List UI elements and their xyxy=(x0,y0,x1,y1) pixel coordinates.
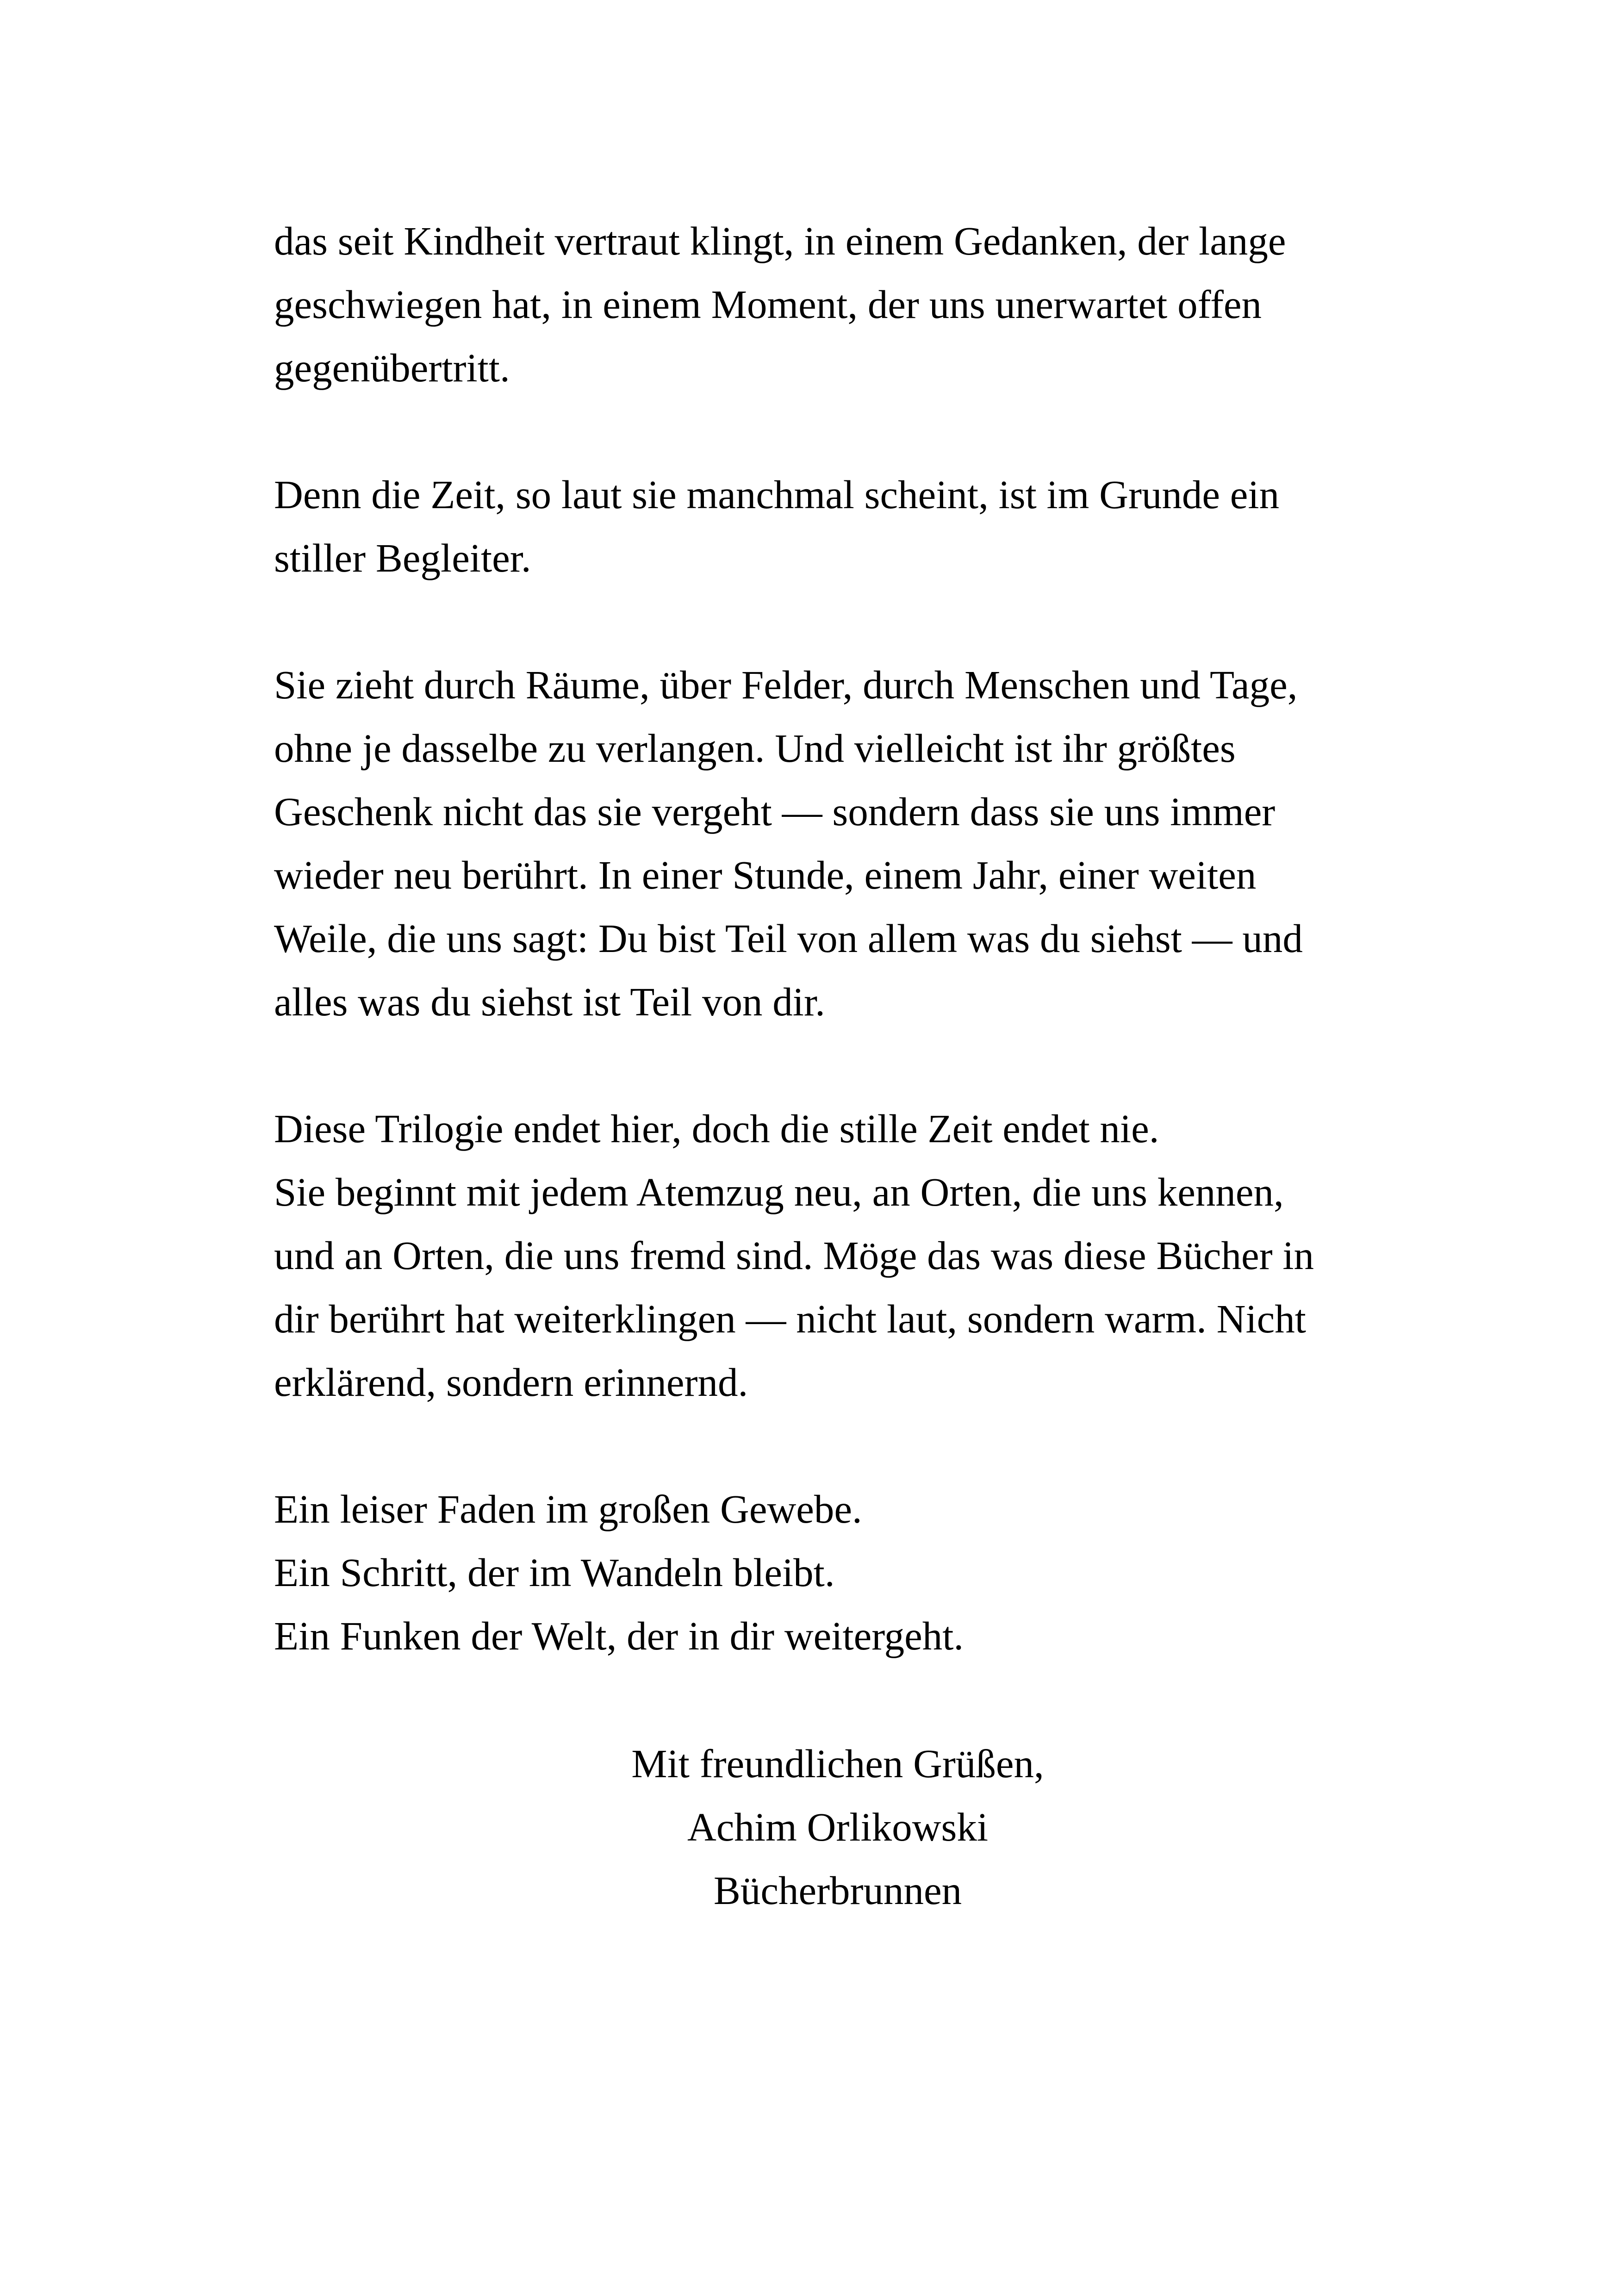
text-line: erklärend, sondern erinnernd. xyxy=(274,1360,748,1405)
body-text xyxy=(274,209,1431,1731)
author-name: Achim Orlikowski xyxy=(687,1804,989,1849)
text-line: geschwiegen hat, in einem Moment, der uns unerwartet offen xyxy=(274,282,1262,327)
text-line: Ein leiser Faden im großen Gewebe. xyxy=(274,1487,862,1531)
paragraph xyxy=(274,209,1431,399)
text-line: stiller Begleiter. xyxy=(274,535,531,580)
text-line: wieder neu berührt. In einer Stunde, einem Jahr, einer weiten xyxy=(274,852,1257,897)
paragraph xyxy=(274,1477,1431,1668)
text-line: Denn die Zeit, so laut sie manchmal scheint, ist im Grunde ein xyxy=(274,472,1280,517)
text-line: gegenübertritt. xyxy=(274,345,510,390)
text-line: das seit Kindheit vertraut klingt, in einem Gedanken, der lange xyxy=(274,218,1286,263)
text-line: Sie beginnt mit jedem Atemzug neu, an Orten, die uns kennen, xyxy=(274,1170,1284,1214)
text-line: alles was du siehst ist Teil von dir. xyxy=(274,979,825,1024)
text-line: Geschenk nicht das sie vergeht — sondern dass sie uns immer xyxy=(274,789,1276,834)
signature-block xyxy=(463,1732,1213,1922)
paragraph xyxy=(274,653,1431,1033)
text-line: Ein Funken der Welt, der in dir weitergeht. xyxy=(274,1613,964,1658)
closing-line: Mit freundlichen Grüßen, xyxy=(631,1741,1044,1786)
text-line: Weile, die uns sagt: Du bist Teil von allem was du siehst — und xyxy=(274,916,1303,961)
text-line: Ein Schritt, der im Wandeln bleibt. xyxy=(274,1550,835,1595)
text-line: Diese Trilogie endet hier, doch die stille Zeit endet nie. xyxy=(274,1106,1159,1151)
paragraph xyxy=(274,1097,1431,1414)
text-line: dir berührt hat weiterklingen — nicht laut, sondern warm. Nicht xyxy=(274,1296,1306,1341)
paragraph xyxy=(274,463,1431,590)
text-line: ohne je dasselbe zu verlangen. Und vielleicht ist ihr größtes xyxy=(274,726,1236,771)
text-line: Sie zieht durch Räume, über Felder, durch Menschen und Tage, xyxy=(274,662,1298,707)
text-line: und an Orten, die uns fremd sind. Möge das was diese Bücher in xyxy=(274,1233,1314,1278)
publisher-name: Bücherbrunnen xyxy=(713,1868,962,1913)
